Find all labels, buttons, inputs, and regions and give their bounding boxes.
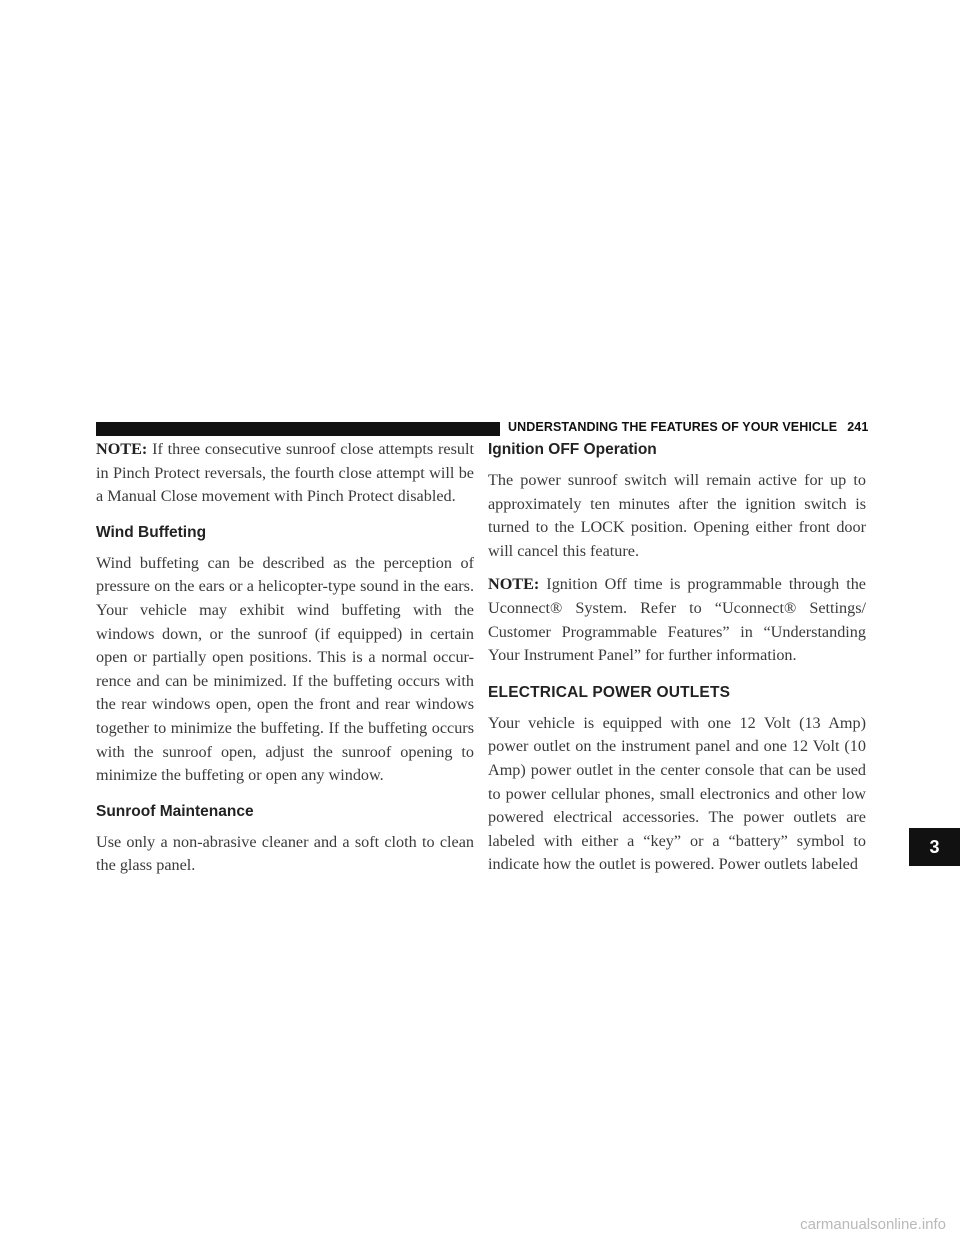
wind-buffeting-paragraph: Wind buffeting can be described as the perception of pressure on the ears or a helicopter-type sound in the ears. Your vehicle may exhibit wind buffeting with the windows down, or the sunroof (if equipped) in certain open or partially open positions. This is a normal occur-rence and can be minimized. If the buffeting occurs with the rear windows open, open the front and rear windows together to minimize the buffeting. If the buffeting occurs with the sunroof open, adjust the sunroof opening to minimize the buffeting or open any window. [96, 553, 474, 785]
ignition-off-heading: Ignition OFF Operation [488, 441, 657, 458]
note-label: NOTE: [96, 440, 148, 458]
chapter-tab: 3 [909, 828, 960, 866]
page-number: 241 [847, 420, 869, 434]
note-label: NOTE: [488, 575, 540, 594]
sunroof-maintenance-paragraph: Use only a non-abrasive cleaner and a soft cloth to clean the glass panel. [96, 832, 474, 875]
power-outlets-paragraph: Your vehicle is equipped with one 12 Volt (13 Amp) power outlet on the instrument panel and one 12 Volt (10 Amp) power outlet in the center console that can be used to power cellular phones, small electronics and other low powered electrical accessories. The power outlets are labeled with either a “key” or a “battery” symbol to indicate how the outlet is powered. Power outlets labeled [488, 713, 866, 874]
right-column [488, 438, 866, 887]
sunroof-maintenance-heading: Sunroof Maintenance [96, 802, 254, 820]
ignition-off-paragraph: The power sunroof switch will remain active for up to approximately ten minutes after the ignition switch is turned to the LOCK position. Opening either front door will cancel this feature. [488, 471, 866, 560]
note-paragraph [488, 573, 866, 667]
power-outlets-heading: ELECTRICAL POWER OUTLETS [488, 683, 731, 701]
note-text: Ignition Off time is programmable through the Uconnect® System. Refer to “Uconnect® Settings/ Customer Programmable Features” in “Understanding Your Instrument Panel” for further information. [488, 575, 866, 665]
watermark: carmanualsonline.info [800, 1216, 946, 1233]
wind-buffeting-heading: Wind Buffeting [96, 523, 207, 541]
note-text: If three consecutive sunroof close attempts result in Pinch Protect reversals, the fourth close attempt will be a Manual Close movement with Pinch Protect disabled. [96, 440, 474, 506]
note-paragraph [96, 438, 474, 509]
section-title: UNDERSTANDING THE FEATURES OF YOUR VEHICLE [508, 420, 838, 434]
running-header [500, 416, 872, 438]
left-column [96, 438, 474, 888]
